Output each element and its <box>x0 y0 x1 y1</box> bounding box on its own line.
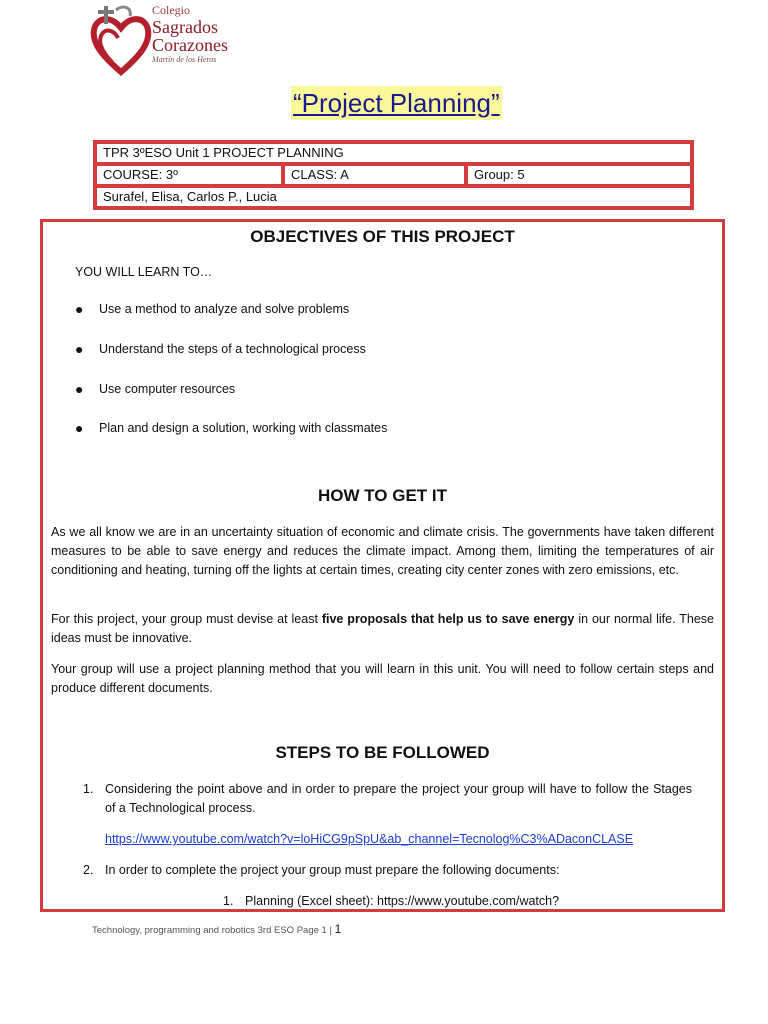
unit-cell: TPR 3ºESO Unit 1 PROJECT PLANNING <box>95 142 692 164</box>
sub-step-item: 1. Planning (Excel sheet): https://www.youtube.com/watch? <box>223 894 560 908</box>
members-cell: Surafel, Elisa, Carlos P., Lucia <box>95 186 692 208</box>
footer-text: Technology, programming and robotics 3rd ESO Page 1 | <box>92 925 335 936</box>
step-link-row <box>83 830 692 849</box>
logo-line-1: Colegio <box>152 3 190 17</box>
content-box: OBJECTIVES OF THIS PROJECT YOU WILL LEARN TO… ● Use a method to analyze and solve problems ● Understand the steps of a technological process ● Use computer resources ● Plan and design a solution, working with classmates HOW TO GET IT As we all know we are in an uncertainty situation of economic and climate crisis. The governments have taken different measures to be able to save energy and reduces the climate impact. Among them, limiting the temperatures of air conditioning and heating, turning off the lights at certain times, creating city center zones with zero emissions, etc. For this project, your group must devise at least five proposals that help us to save energy in our normal life. These ideas must be innovative. Your group will use a project planning method that you will learn in this unit. You will need to follow certain steps and produce different documents. STEPS TO BE FOLLOWED 1. Considering the point above and in order to prepare the project your group will have to follow the Stages of a Technological process. https://www.youtube.com/watch?v=loHiCG9pSpU&ab_channel=Tecnolog%C3%ADaconCLASE 2. In order to complete the project your group must prepare the following documents: 1. Planning (Excel sheet): https://www.youtube.com/watch? <box>40 219 725 912</box>
logo-line-2: Sagrados <box>152 17 218 37</box>
objectives-heading: OBJECTIVES OF THIS PROJECT <box>250 227 515 246</box>
bullet-icon: ● <box>75 341 84 357</box>
objectives-intro: YOU WILL LEARN TO… <box>75 265 213 279</box>
table-row <box>95 142 692 164</box>
group-cell: Group: 5 <box>466 164 692 186</box>
page-title: “Project Planning” <box>293 88 500 118</box>
bullet-icon: ● <box>75 301 84 317</box>
logo-line-3: Corazones <box>152 35 228 55</box>
project-info-table <box>93 140 694 210</box>
step-item: 2. In order to complete the project your group must prepare the following documents: <box>83 863 560 877</box>
logo-line-4: Martín de los Heros <box>152 55 217 64</box>
sacred-hearts-icon <box>90 2 152 78</box>
table-row <box>95 186 692 208</box>
bullet-icon: ● <box>75 381 84 397</box>
how-heading: HOW TO GET IT <box>317 486 448 505</box>
bullet-icon: ● <box>75 420 84 436</box>
steps-heading: STEPS TO BE FOLLOWED <box>275 743 490 762</box>
school-logo <box>90 2 235 78</box>
youtube-link[interactable]: https://www.youtube.com/watch?v=loHiCG9pSpU&ab_channel=Tecnolog%C3%ADaconCLASE <box>105 832 634 846</box>
how-paragraph-1: As we all know we are in an uncertainty situation of economic and climate crisis. The governments have taken different measures to be able to save energy and reduces the climate impact. Among them, limiting the temperatures of air conditioning and heating, turning off the lights at certain times, creating city center zones with zero emissions, etc. <box>51 525 714 577</box>
step-item: 1. Considering the point above and in order to prepare the project your group will have to follow the Stages of a Technological process. <box>83 782 692 815</box>
how-paragraph-2: For this project, your group must devise at least five proposals that help us to save energy in our normal life. These ideas must be innovative. <box>51 612 714 645</box>
page-number: 1 <box>334 922 342 936</box>
page-footer <box>92 922 341 936</box>
course-cell: COURSE: 3º <box>95 164 283 186</box>
table-row <box>95 164 692 186</box>
how-paragraph-3: Your group will use a project planning method that you will learn in this unit. You will need to follow certain steps and produce different documents. <box>51 662 714 695</box>
class-cell: CLASS: A <box>283 164 466 186</box>
